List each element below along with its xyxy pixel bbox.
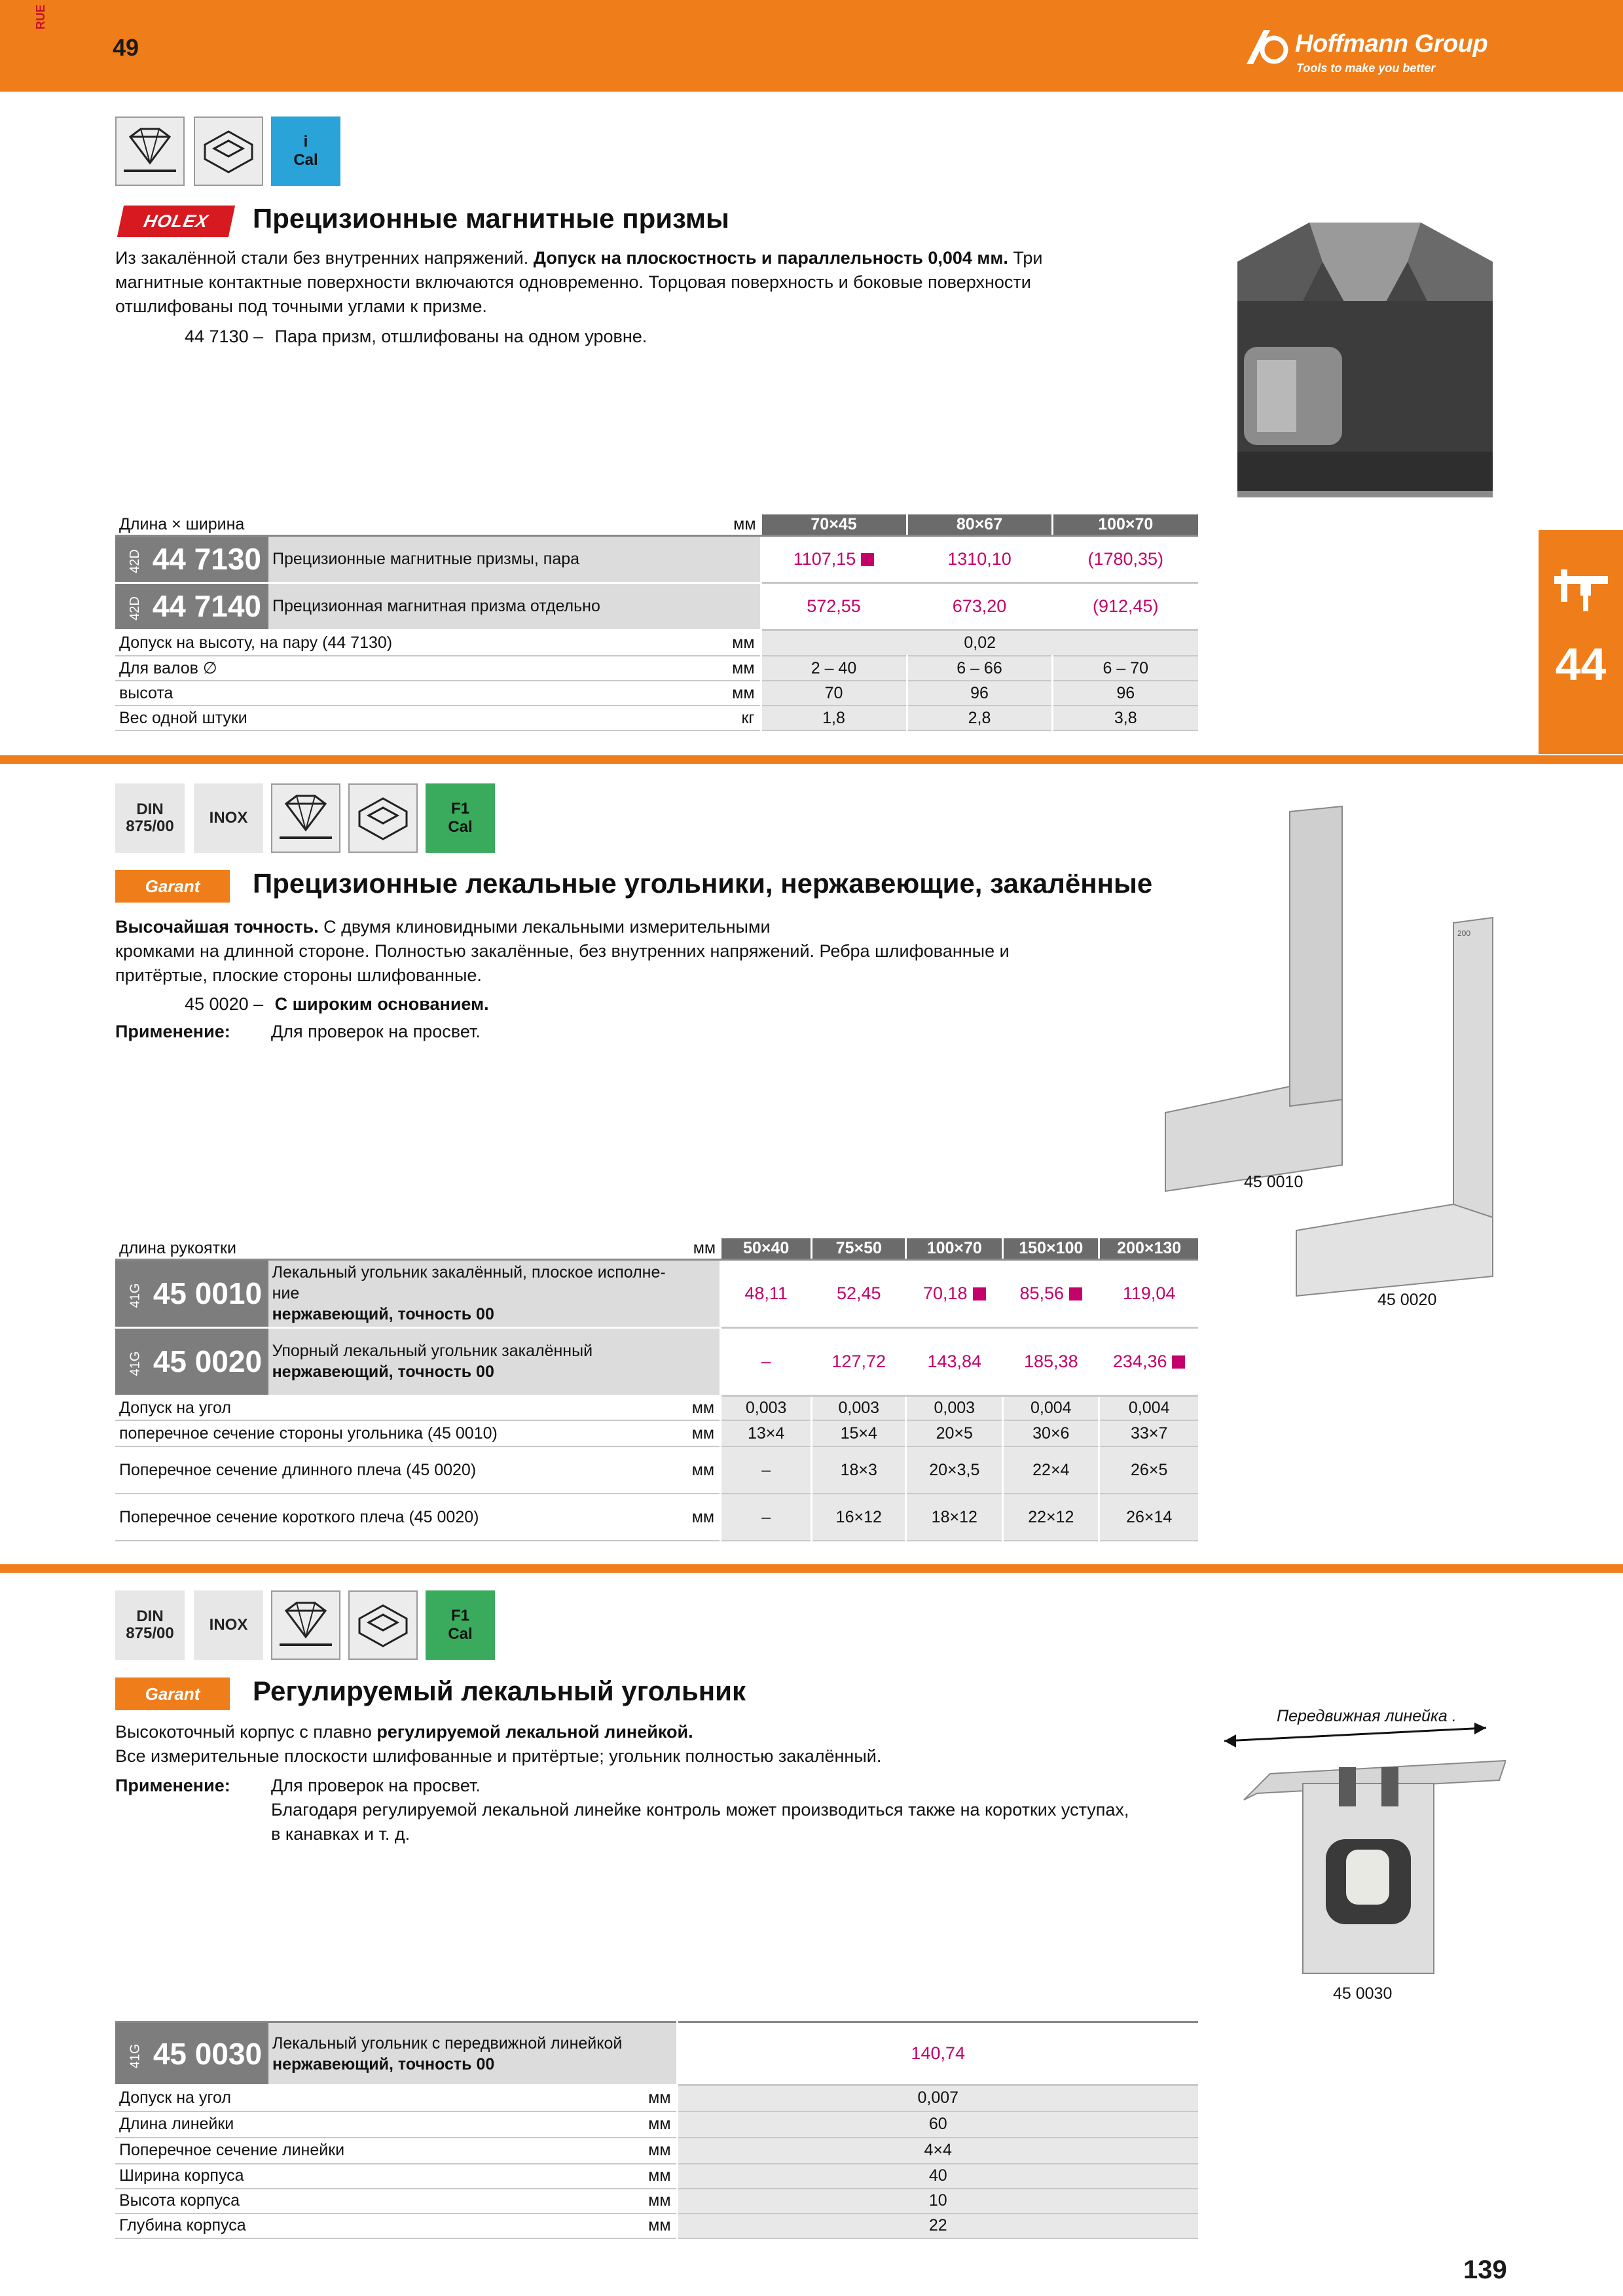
spec-unit: мм — [635, 656, 761, 681]
section2-usage — [115, 1020, 481, 1044]
spec-label: Допуск на угол — [115, 2085, 635, 2111]
section2-table — [115, 1238, 1198, 1541]
spec-row — [115, 2111, 1198, 2138]
price-cell[interactable] — [907, 583, 1052, 630]
cal-symbol: F1 — [450, 800, 469, 818]
desc-line: Упорный лекальный угольник закалённый — [272, 1342, 593, 1360]
price-cell[interactable] — [1099, 1327, 1198, 1395]
spec-label: Высота корпуса — [115, 2189, 635, 2214]
section-divider — [0, 755, 1623, 764]
spec-value: – — [721, 1446, 812, 1494]
spec-label: Ширина корпуса — [115, 2164, 635, 2189]
desc-plain: Из закалённой стали без внутренних напряжений. — [115, 248, 534, 268]
spec-value: 96 — [907, 681, 1052, 706]
usage-text: Для проверок на просвет. — [271, 1022, 481, 1041]
section1-title: Прецизионные магнитные призмы — [253, 203, 729, 234]
spec-row — [115, 1395, 1198, 1420]
article-prefix: 41G — [128, 1283, 143, 1308]
spec-row — [115, 1446, 1198, 1494]
price-value: 119,04 — [1122, 1283, 1176, 1303]
diamond-icon — [115, 117, 185, 186]
usage-label: Применение: — [115, 1022, 230, 1041]
brand-logo — [1244, 25, 1519, 77]
image-label: 45 0030 — [1333, 1984, 1393, 2003]
price-value: (1780,35) — [1087, 548, 1164, 569]
spec-value: 0,003 — [906, 1395, 1003, 1420]
desc-line: С двумя клиновидными лекальными измерительными — [318, 917, 771, 937]
spec-row — [115, 656, 1198, 681]
article-number — [115, 1327, 268, 1395]
diamond-icon — [271, 783, 340, 853]
spec-value: 26×5 — [1099, 1446, 1198, 1494]
header-unit: мм — [635, 514, 761, 535]
price-cell[interactable] — [761, 583, 907, 630]
desc-line: Все измерительные плоскости шлифованные и притёртые; угольник полностью закалённый. — [115, 1746, 882, 1766]
usage-label: Применение: — [115, 1776, 230, 1795]
desc-bold: Высочайшая точность. — [115, 917, 319, 937]
spec-value: 22×12 — [1003, 1494, 1099, 1541]
desc-line: нержавеющий, точность 00 — [272, 1363, 494, 1381]
spec-value: 10 — [677, 2189, 1198, 2214]
article-number — [115, 583, 268, 630]
spec-row — [115, 2189, 1198, 2214]
din-standard-icon: DIN 875/00 — [115, 1590, 185, 1660]
inox-label: INOX — [209, 1615, 248, 1634]
section1-table — [115, 514, 1198, 731]
spec-unit: мм — [622, 1420, 721, 1446]
image-label: 45 0020 — [1377, 1291, 1437, 1309]
note-code: 45 0020 – — [185, 994, 264, 1014]
garant-brand-text: Garant — [145, 876, 200, 896]
spec-unit: мм — [635, 2138, 677, 2164]
spec-value: 20×5 — [906, 1420, 1003, 1446]
hoffmann-logo-icon — [1244, 27, 1290, 67]
spec-label: высота — [115, 681, 635, 706]
spec-label: Допуск на угол — [115, 1395, 622, 1420]
price-value: 52,45 — [836, 1283, 881, 1303]
spec-unit: мм — [635, 681, 761, 706]
spec-row — [115, 2214, 1198, 2238]
net-price-marker-icon — [861, 553, 874, 566]
caliper-icon — [1552, 569, 1611, 615]
price-cell[interactable] — [907, 535, 1052, 583]
spec-label: Для валов ∅ — [115, 656, 635, 681]
spec-unit: мм — [635, 2189, 677, 2214]
price-value: 1107,15 — [793, 548, 856, 569]
spec-row — [115, 1494, 1198, 1541]
page-number-bottom: 139 — [1463, 2255, 1507, 2284]
net-price-marker-icon — [1069, 1287, 1082, 1300]
article-row[interactable] — [115, 1259, 1198, 1327]
price-cell[interactable] — [677, 2022, 1198, 2085]
header-label: длина рукоятки — [115, 1238, 622, 1259]
spec-value: 20×3,5 — [906, 1446, 1003, 1494]
magnetic-prism-image — [1224, 223, 1506, 517]
net-price-marker-icon — [1172, 1355, 1185, 1369]
size-column-header: 200×130 — [1099, 1238, 1198, 1259]
spec-row — [115, 681, 1198, 706]
spec-label: Допуск на высоту, на пару (44 7130) — [115, 630, 635, 656]
spec-value: 2 – 40 — [761, 656, 907, 681]
price-value: – — [761, 1351, 771, 1371]
price-cell[interactable] — [1052, 583, 1198, 630]
price-value: 127,72 — [831, 1351, 886, 1371]
spec-value: 2,8 — [907, 706, 1052, 730]
header-unit: мм — [622, 1238, 721, 1259]
spec-value: 1,8 — [761, 706, 907, 730]
article-row[interactable] — [115, 535, 1198, 583]
price-cell[interactable] — [1052, 535, 1198, 583]
brand-tagline: Tools to make you better — [1296, 62, 1436, 75]
article-number — [115, 1259, 268, 1327]
price-value: 48,11 — [744, 1283, 788, 1303]
note-code: 44 7130 – — [185, 327, 264, 346]
table-header-row — [115, 514, 1198, 535]
diamond-icon — [271, 1590, 340, 1660]
adjustable-square-image — [1218, 1721, 1506, 1983]
spec-value: 13×4 — [721, 1420, 812, 1446]
spec-label: Поперечное сечение длинного плеча (45 0020) — [115, 1446, 622, 1494]
ruler-arrow-label: Передвижная линейка . — [1277, 1707, 1457, 1725]
calibration-icon — [271, 117, 340, 186]
desc-line: кромками на длинной стороне. Полностью закалённые, без внутренних напряжений. Ребра шлифованные и — [115, 941, 1010, 961]
spec-unit: мм — [622, 1446, 721, 1494]
spec-label: Поперечное сечение короткого плеча (45 0020) — [115, 1494, 622, 1541]
article-prefix: 41G — [128, 2043, 143, 2069]
spec-value: 22×4 — [1003, 1446, 1099, 1494]
article-number-text: 45 0030 — [153, 2036, 263, 2071]
size-column-header: 100×70 — [906, 1238, 1003, 1259]
spec-value: 22 — [677, 2214, 1198, 2238]
note-text: С широким основанием. — [274, 994, 489, 1014]
desc-line: ние — [272, 1284, 300, 1302]
spec-value: 70 — [761, 681, 907, 706]
desc-rest: Три магнитные контактные поверхности включаются одновременно. Торцовая поверхность и боковые поверхности отшлифованы под точными углами к призме. — [115, 248, 1043, 316]
price-value: 234,36 — [1112, 1351, 1167, 1371]
spec-label: Вес одной штуки — [115, 706, 635, 730]
article-description — [268, 1259, 721, 1327]
desc-line: Лекальный угольник с передвижной линейкой — [272, 2034, 623, 2053]
desc-bold: Допуск на плоскостность и параллельность 0,004 мм. — [533, 248, 1008, 268]
price-cell[interactable] — [906, 1327, 1003, 1395]
image-label: 45 0010 — [1244, 1173, 1304, 1191]
precision-square-image — [1152, 798, 1519, 1302]
spec-value: 0,004 — [1003, 1395, 1099, 1420]
desc-line: нержавеющий, точность 00 — [272, 2054, 495, 2073]
spec-row — [115, 706, 1198, 730]
article-prefix: 42D — [127, 549, 142, 574]
cal-label: Cal — [448, 818, 473, 836]
magnetic-prism-icon — [348, 1590, 418, 1660]
price-value: 70,18 — [922, 1283, 968, 1303]
spec-value: 96 — [1052, 681, 1198, 706]
price-cell[interactable] — [1099, 1259, 1198, 1327]
price-value: 572,55 — [807, 596, 861, 616]
page-number-top: 49 — [113, 34, 139, 61]
desc-plain: Высокоточный корпус с плавно — [115, 1722, 377, 1742]
square-marking: 200 — [1457, 929, 1471, 938]
article-number-text: 44 7130 — [152, 542, 261, 576]
spec-row — [115, 2164, 1198, 2189]
desc-bold: регулируемой лекальной линейкой. — [376, 1722, 693, 1742]
spec-value: 3,8 — [1052, 706, 1198, 730]
spec-value: 33×7 — [1099, 1420, 1198, 1446]
spec-value: 4×4 — [677, 2138, 1198, 2164]
inox-icon — [194, 783, 263, 853]
price-value: 85,56 — [1019, 1283, 1065, 1303]
spec-row — [115, 1420, 1198, 1446]
article-description: Прецизионная магнитная призма отдельно — [268, 583, 761, 630]
section2-description — [115, 915, 1137, 988]
section-divider — [0, 1564, 1623, 1573]
spec-value: 16×12 — [812, 1494, 906, 1541]
article-prefix: 42D — [127, 596, 142, 621]
cal-label: Cal — [448, 1625, 473, 1643]
spec-unit: мм — [635, 2111, 677, 2138]
size-column-header: 100×70 — [1052, 514, 1198, 535]
cal-label: Cal — [293, 151, 318, 169]
spec-value: 0,003 — [812, 1395, 906, 1420]
chapter-number: 44 — [1555, 639, 1607, 690]
note-text: Пара призм, отшлифованы на одном уровне. — [274, 327, 647, 346]
usage-line: в канавках и т. д. — [271, 1824, 410, 1844]
spec-unit: мм — [622, 1494, 721, 1541]
spec-value: – — [721, 1494, 812, 1541]
desc-line: нержавеющий, точность 00 — [272, 1305, 494, 1323]
size-column-header: 150×100 — [1003, 1238, 1099, 1259]
price-value: 673,20 — [952, 596, 1007, 616]
article-number — [115, 535, 268, 583]
price-value: 185,38 — [1024, 1351, 1078, 1371]
chapter-tab[interactable] — [1539, 530, 1623, 754]
spec-value: 26×14 — [1099, 1494, 1198, 1541]
spec-unit: кг — [635, 706, 761, 730]
garant-brand-badge — [115, 870, 230, 903]
spec-value: 18×12 — [906, 1494, 1003, 1541]
spec-value: 0,007 — [677, 2085, 1198, 2111]
spec-label: поперечное сечение стороны угольника (45 0010) — [115, 1420, 622, 1446]
spec-row — [115, 630, 1198, 656]
inox-icon — [194, 1590, 263, 1660]
spec-unit: мм — [635, 2164, 677, 2189]
section3-usage — [115, 1774, 1202, 1846]
header-label: Длина × ширина — [115, 514, 635, 535]
spec-value: 40 — [677, 2164, 1198, 2189]
section3-title: Регулируемый лекальный угольник — [253, 1676, 746, 1706]
price-cell[interactable] — [721, 1327, 812, 1395]
cal-symbol: i — [303, 133, 308, 151]
section1-description — [115, 246, 1117, 319]
usage-line: Благодаря регулируемой лекальной линейке контроль может производиться также на коротких уступах, — [271, 1800, 1129, 1820]
price-cell[interactable] — [906, 1259, 1003, 1327]
article-number-text: 45 0010 — [153, 1276, 263, 1310]
desc-line: Лекальный угольник закалённый, плоское исполне- — [272, 1263, 666, 1282]
magnetic-prism-icon — [194, 117, 263, 186]
article-description — [268, 2022, 677, 2085]
spec-value: 6 – 66 — [907, 656, 1052, 681]
article-description — [268, 1327, 721, 1395]
article-number — [115, 2022, 268, 2085]
price-cell[interactable] — [1003, 1259, 1099, 1327]
spec-value: 15×4 — [812, 1420, 906, 1446]
size-column-header: 75×50 — [812, 1238, 906, 1259]
price-cell[interactable] — [812, 1259, 906, 1327]
price-value: 140,74 — [911, 2043, 966, 2063]
spec-label: Глубина корпуса — [115, 2214, 635, 2238]
spec-unit: мм — [635, 630, 761, 656]
calibration-icon — [426, 783, 495, 853]
cal-symbol: F1 — [450, 1607, 469, 1625]
calibration-icon — [426, 1590, 495, 1660]
price-cell[interactable] — [721, 1259, 812, 1327]
size-column-header: 80×67 — [907, 514, 1052, 535]
price-cell[interactable] — [761, 535, 907, 583]
spec-value: 0,003 — [721, 1395, 812, 1420]
spec-row — [115, 2085, 1198, 2111]
article-row[interactable] — [115, 2022, 1198, 2085]
garant-brand-text: Garant — [145, 1683, 200, 1704]
spec-row — [115, 2138, 1198, 2164]
spec-value: 18×3 — [812, 1446, 906, 1494]
table-header-row — [115, 1238, 1198, 1259]
section2-note — [185, 992, 489, 1016]
price-value: 1310,10 — [947, 548, 1012, 569]
holex-brand-text: HOLEX — [141, 211, 211, 231]
brand-name: Hoffmann Group — [1295, 30, 1488, 58]
net-price-marker-icon — [973, 1287, 986, 1300]
article-number-text: 44 7140 — [152, 589, 261, 623]
usage-line: Для проверок на просвет. — [271, 1776, 481, 1795]
article-number-text: 45 0020 — [153, 1344, 263, 1378]
section1-note — [185, 325, 647, 349]
spec-value: 0,02 — [761, 630, 1198, 656]
spec-label: Длина линейки — [115, 2111, 635, 2138]
article-description: Прецизионные магнитные призмы, пара — [268, 535, 761, 583]
price-value: 143,84 — [927, 1351, 982, 1371]
spec-value: 0,004 — [1099, 1395, 1198, 1420]
article-row[interactable] — [115, 1327, 1198, 1395]
spec-label: Поперечное сечение линейки — [115, 2138, 635, 2164]
price-cell[interactable] — [812, 1327, 906, 1395]
spec-value: 6 – 70 — [1052, 656, 1198, 681]
article-prefix: 41G — [128, 1351, 143, 1376]
spec-value: 30×6 — [1003, 1420, 1099, 1446]
din-standard-icon: DIN 875/00 — [115, 783, 185, 853]
section3-table — [115, 2021, 1198, 2239]
article-row[interactable] — [115, 583, 1198, 630]
spec-unit: мм — [622, 1395, 721, 1420]
spec-unit: мм — [635, 2085, 677, 2111]
size-column-header: 70×45 — [761, 514, 907, 535]
garant-brand-badge — [115, 1677, 230, 1710]
holex-brand-badge — [117, 206, 235, 237]
price-value: (912,45) — [1092, 596, 1159, 616]
spec-unit: мм — [635, 2214, 677, 2238]
size-column-header: 50×40 — [721, 1238, 812, 1259]
section3-description — [115, 1720, 1163, 1768]
magnetic-prism-icon — [348, 783, 418, 853]
language-code: RUE — [34, 4, 47, 29]
section2-title: Прецизионные лекальные угольники, нержавеющие, закалённые — [253, 868, 1153, 899]
spec-value: 60 — [677, 2111, 1198, 2138]
price-cell[interactable] — [1003, 1327, 1099, 1395]
desc-line: притёртые, плоские стороны шлифованные. — [115, 965, 482, 985]
inox-label: INOX — [209, 808, 248, 827]
